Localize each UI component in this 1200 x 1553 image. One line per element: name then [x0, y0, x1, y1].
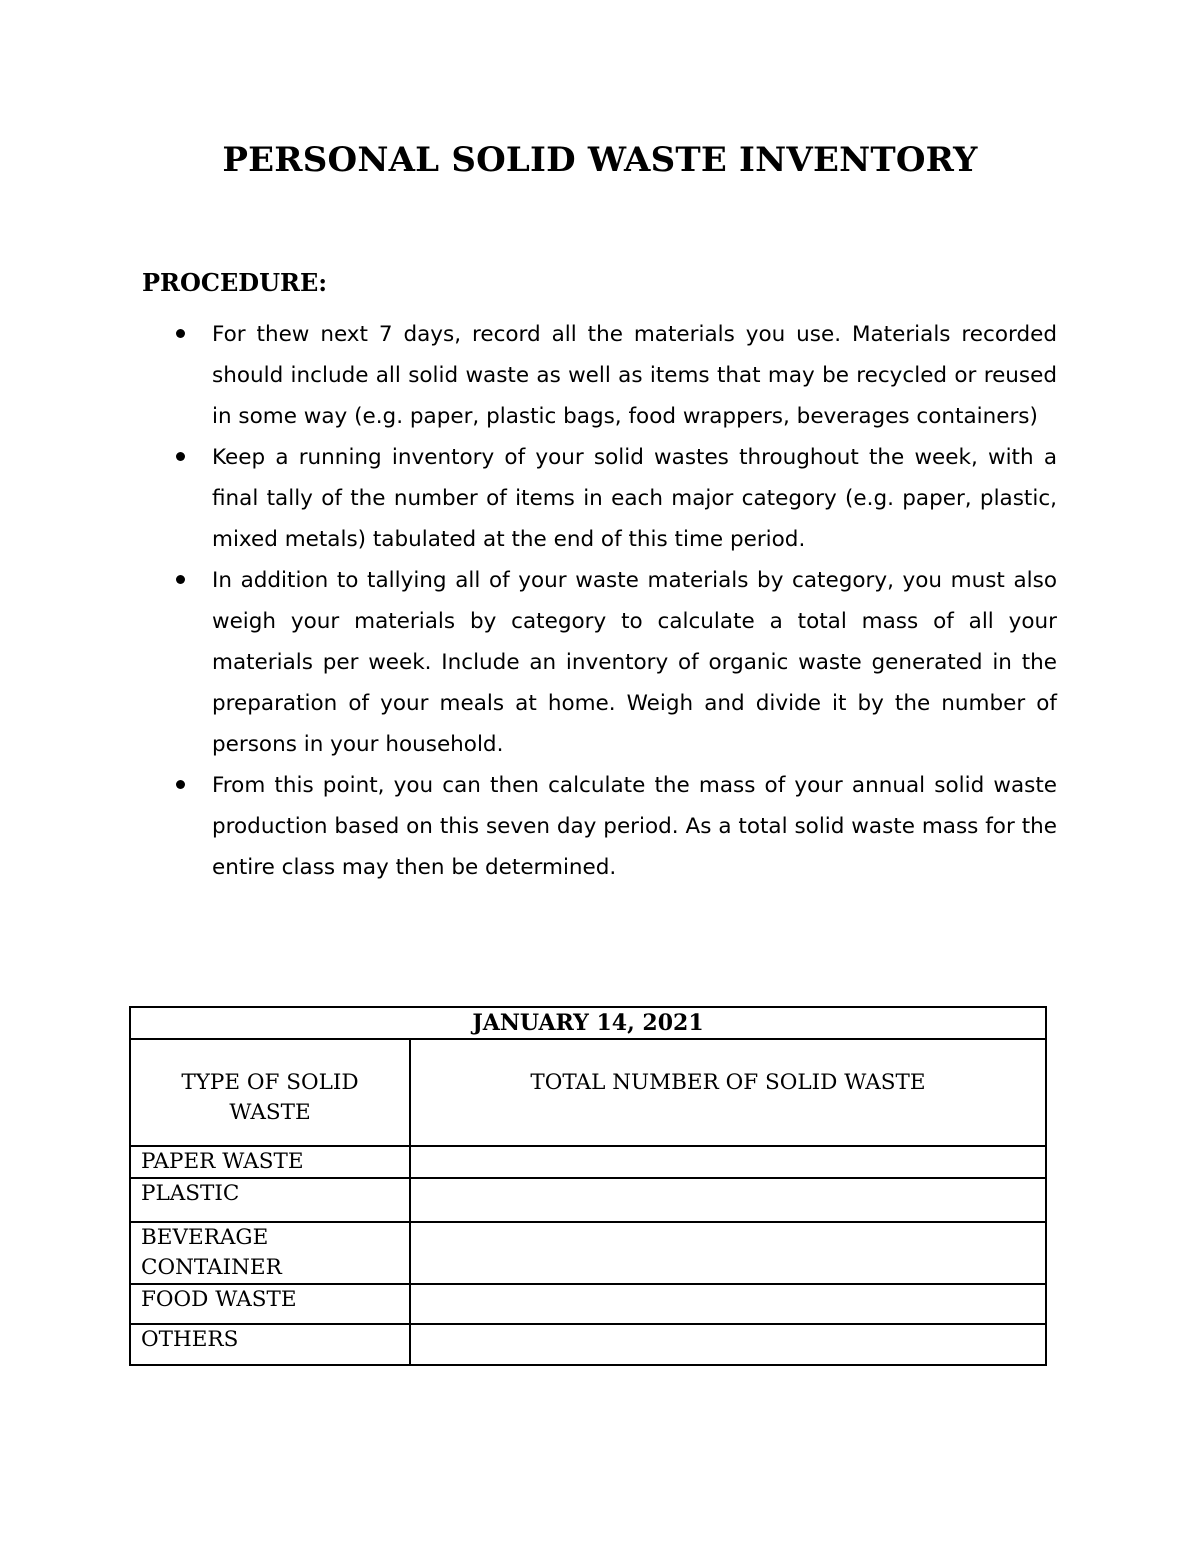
procedure-list [212, 314, 1057, 888]
waste-type-cell: PAPER WASTE [130, 1146, 410, 1178]
table-date-row [130, 1007, 1046, 1039]
waste-type-cell: FOOD WASTE [130, 1284, 410, 1324]
procedure-item [212, 314, 1057, 437]
waste-total-cell[interactable] [410, 1222, 1046, 1284]
waste-type-cell: BEVERAGE CONTAINER [130, 1222, 410, 1284]
waste-total-cell[interactable] [410, 1146, 1046, 1178]
waste-total-cell[interactable] [410, 1284, 1046, 1324]
procedure-item-text: In addition to tallying all of your waste materials by category, you must also weigh your materials by category to calculate a total mass of all your materials per week. Include an inventory of organic waste generated in the preparation of your meals at home. Weigh and divide it by the number of persons in your household. [212, 568, 1057, 757]
column-header-total: TOTAL NUMBER OF SOLID WASTE [410, 1039, 1046, 1146]
table-row [130, 1284, 1046, 1324]
document-title: PERSONAL SOLID WASTE INVENTORY [222, 140, 978, 180]
procedure-item-text: Keep a running inventory of your solid wastes throughout the week, with a final tally of the number of items in each major category (e.g. paper, plastic, mixed metals) tabulated at the end of this time period. [212, 445, 1057, 552]
bullet-icon [176, 452, 185, 461]
waste-total-cell[interactable] [410, 1324, 1046, 1365]
procedure-item [212, 437, 1057, 560]
table-row [130, 1222, 1046, 1284]
procedure-item-text: For thew next 7 days, record all the materials you use. Materials recorded should include all solid waste as well as items that may be recycled or reused in some way (e.g. paper, plastic bags, food wrappers, beverages containers) [212, 322, 1057, 429]
waste-total-cell[interactable] [410, 1178, 1046, 1222]
waste-inventory-table [129, 1006, 1047, 1366]
bullet-icon [176, 329, 185, 338]
procedure-item [212, 765, 1057, 888]
table-row [130, 1146, 1046, 1178]
procedure-heading: PROCEDURE: [142, 268, 328, 297]
procedure-item [212, 560, 1057, 765]
bullet-icon [176, 780, 185, 789]
table-row [130, 1324, 1046, 1365]
table-row [130, 1178, 1046, 1222]
waste-type-cell: PLASTIC [130, 1178, 410, 1222]
waste-type-cell: OTHERS [130, 1324, 410, 1365]
table-header-row [130, 1039, 1046, 1146]
bullet-icon [176, 575, 185, 584]
procedure-item-text: From this point, you can then calculate the mass of your annual solid waste production based on this seven day period. As a total solid waste mass for the entire class may then be determined. [212, 773, 1057, 880]
table-date: JANUARY 14, 2021 [130, 1007, 1046, 1039]
column-header-type: TYPE OF SOLID WASTE [130, 1039, 410, 1146]
